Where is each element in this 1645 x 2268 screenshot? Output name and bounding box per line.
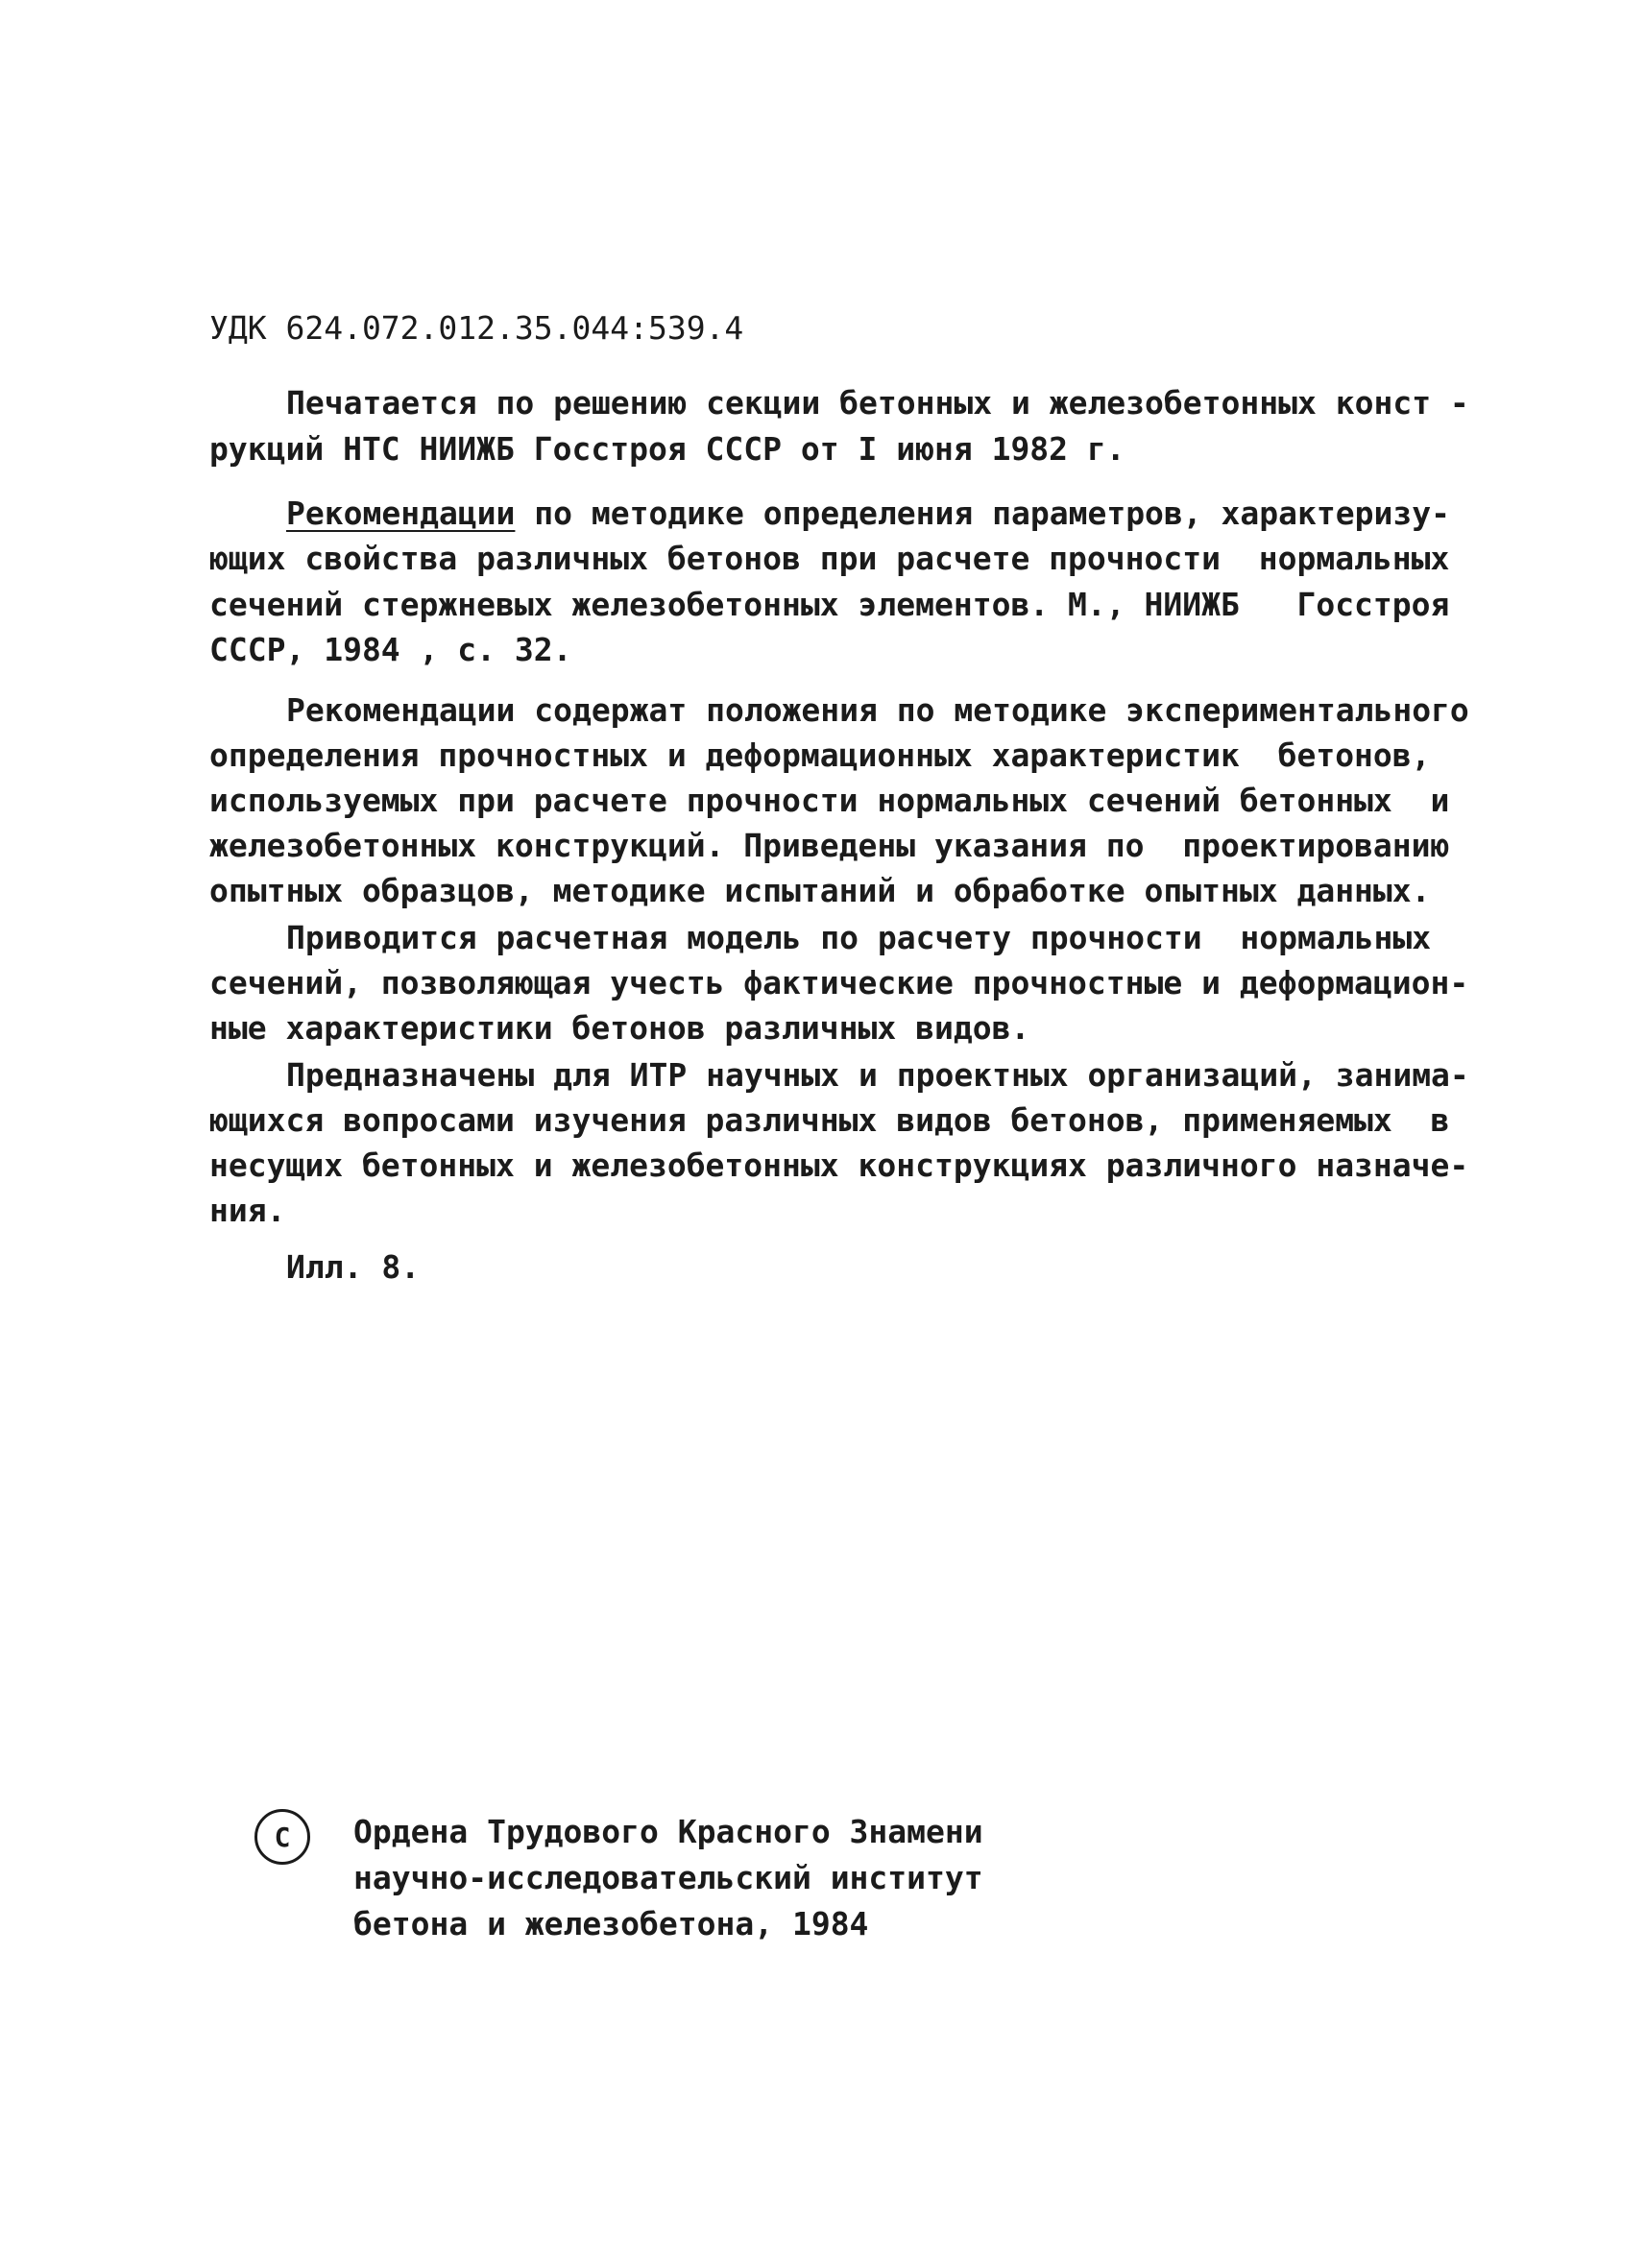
citation-line-2: ющих свойства различных бетонов при расчете прочности нормальных [209,540,1450,577]
abstract-p1-line-4: железобетонных конструкций. Приведены указания по проектированию [209,827,1450,864]
citation-title-word: Рекомендации [286,495,516,532]
citation-line-1-rest: по методике определения параметров, характеризу- [515,495,1450,532]
citation-line-1 [286,495,1450,533]
abstract-p3-line-3: несущих бетонных и железобетонных конструкциях различного назначе- [209,1146,1469,1184]
illustrations-count: Илл. 8. [286,1248,421,1286]
abstract-p2-line-2: сечений, позволяющая учесть фактические прочностные и деформацион- [209,964,1469,1001]
abstract-p3-line-4: ния. [209,1192,286,1229]
copyright-line-2: научно-исследовательский институт [353,1859,983,1896]
abstract-p2-line-3: ные характеристики бетонов различных видов. [209,1009,1030,1047]
copyright-line-3: бетона и железобетона, 1984 [353,1905,869,1942]
copyright-line-1: Ордена Трудового Красного Знамени [353,1813,983,1850]
copyright-symbol: C [274,1821,291,1853]
abstract-p1-line-2: определения прочностных и деформационных характеристик бетонов, [209,736,1431,774]
citation-line-4: СССР, 1984 , с. 32. [209,631,572,668]
abstract-p2-line-1: Приводится расчетная модель по расчету прочности нормальных [286,919,1432,956]
citation-line-3: сечений стержневых железобетонных элементов. М., НИИЖБ Госстроя [209,586,1450,623]
abstract-p3-line-1: Предназначены для ИТР научных и проектных организаций, занима- [286,1056,1469,1094]
print-note-line-1: Печатается по решению секции бетонных и железобетонных конст - [286,384,1469,422]
abstract-p1-line-3: используемых при расчете прочности нормальных сечений бетонных и [209,782,1450,819]
abstract-p1-line-1: Рекомендации содержат положения по методике экспериментального [286,691,1469,729]
copyright-icon [254,1809,310,1865]
udk-code: УДК 624.072.012.35.044:539.4 [209,309,744,347]
abstract-p1-line-5: опытных образцов, методике испытаний и обработке опытных данных. [209,872,1431,909]
print-note-line-2: рукций НТС НИИЖБ Госстроя СССР от I июня 1982 г. [209,430,1125,468]
abstract-p3-line-2: ющихся вопросами изучения различных видов бетонов, применяемых в [209,1101,1450,1139]
